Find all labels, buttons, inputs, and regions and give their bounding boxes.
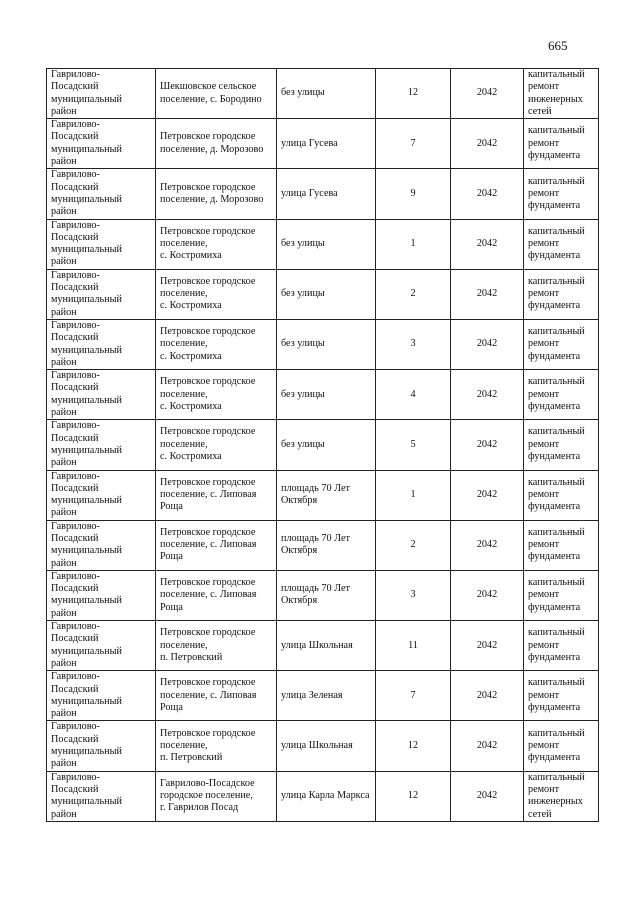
settlement-cell: [156, 621, 277, 671]
page-number: 665: [548, 38, 568, 53]
table-row: [47, 169, 599, 219]
settlement-cell: [156, 470, 277, 520]
district-cell: [47, 671, 156, 721]
street-cell: [277, 219, 376, 269]
year-cell: [451, 169, 524, 219]
year-cell: [451, 771, 524, 821]
street-cell: [277, 721, 376, 771]
table-row: [47, 119, 599, 169]
house-number-cell: [376, 119, 451, 169]
house-number-cell-text: 2: [410, 539, 416, 551]
street-cell-text: без улицы: [281, 288, 325, 300]
district-cell: [47, 319, 156, 369]
district-cell: [47, 520, 156, 570]
house-number-cell: [376, 621, 451, 671]
district-cell-text: Гаврилово- Посадский муниципальный район: [51, 219, 122, 268]
table-row: [47, 319, 599, 369]
street-cell-text: без улицы: [281, 87, 325, 99]
work-type-cell-text: капитальный ремонт фундамента: [528, 275, 585, 312]
district-cell: [47, 621, 156, 671]
street-cell: [277, 520, 376, 570]
table-row: [47, 570, 599, 620]
table-row: [47, 219, 599, 269]
year-cell: [451, 721, 524, 771]
street-cell: [277, 370, 376, 420]
settlement-cell: [156, 520, 277, 570]
street-cell-text: без улицы: [281, 238, 325, 249]
street-cell-text: площадь 70 Лет Октября: [281, 482, 350, 507]
street-cell-text: улица Карла Маркса: [281, 790, 370, 802]
settlement-cell-text: Гаврилово-Посадское городское поселение, г. Гаврилов Посад: [160, 777, 255, 814]
table-row: [47, 771, 599, 821]
year-cell-text: 2042: [476, 388, 498, 400]
house-number-cell: [376, 671, 451, 721]
district-cell-text: Гаврилово- Посадский муниципальный район: [51, 470, 122, 519]
district-cell: [47, 470, 156, 520]
settlement-cell-text: Петровское городское поселение, с. Липовая Роща: [160, 526, 257, 563]
settlement-cell-text: Петровское городское поселение, д. Морозово: [160, 181, 264, 205]
year-cell: [451, 470, 524, 520]
settlement-cell: [156, 671, 277, 721]
work-type-cell: [524, 570, 599, 620]
table-row: [47, 269, 599, 319]
year-cell: [451, 420, 524, 470]
work-type-cell: [524, 169, 599, 219]
work-type-cell-text: капитальный ремонт фундамента: [528, 677, 585, 713]
district-cell: [47, 570, 156, 620]
house-number-cell-text: 1: [410, 238, 416, 249]
settlement-cell-text: Петровское городское поселение, п. Петровский: [160, 627, 256, 663]
house-number-cell: [376, 721, 451, 771]
work-type-cell-text: капитальный ремонт фундамента: [528, 577, 585, 613]
work-type-cell-text: капитальный ремонт фундамента: [528, 526, 585, 563]
house-number-cell-text: 7: [410, 137, 416, 149]
settlement-cell-text: Петровское городское поселение, с. Липовая Роща: [160, 476, 257, 513]
settlement-cell-text: Петровское городское поселение, с. Костромиха: [160, 426, 256, 463]
work-type-cell: [524, 420, 599, 470]
settlement-cell: [156, 771, 277, 821]
work-type-cell: [524, 370, 599, 420]
district-cell: [47, 370, 156, 420]
street-cell: [277, 671, 376, 721]
house-number-cell: [376, 771, 451, 821]
settlement-cell-text: Петровское городское поселение, п. Петровский: [160, 727, 256, 764]
street-cell-text: улица Школьная: [281, 739, 353, 751]
house-number-cell-text: 12: [407, 790, 419, 802]
street-cell-text: улица Школьная: [281, 639, 353, 651]
year-cell-text: 2042: [476, 639, 498, 651]
street-cell: [277, 771, 376, 821]
settlement-cell: [156, 319, 277, 369]
table-row: [47, 721, 599, 771]
settlement-cell-text: Петровское городское поселение, с. Костромиха: [160, 376, 256, 412]
district-cell-text: Гаврилово- Посадский муниципальный район: [51, 269, 122, 318]
repair-schedule-table: [46, 68, 599, 822]
district-cell: [47, 269, 156, 319]
year-cell-text: 2042: [476, 87, 498, 99]
work-type-cell-text: капитальный ремонт фундамента: [528, 627, 585, 663]
work-type-cell-text: капитальный ремонт фундамента: [528, 225, 585, 262]
work-type-cell: [524, 470, 599, 520]
district-cell-text: Гаврилово- Посадский муниципальный район: [51, 621, 122, 669]
house-number-cell-text: 11: [408, 639, 418, 651]
work-type-cell-text: капитальный ремонт фундамента: [528, 476, 585, 513]
year-cell-text: 2042: [476, 739, 498, 751]
table-row: [47, 671, 599, 721]
settlement-cell-text: Петровское городское поселение, с. Костромиха: [160, 326, 256, 362]
work-type-cell: [524, 621, 599, 671]
street-cell-text: площадь 70 Лет Октября: [281, 583, 350, 607]
settlement-cell: [156, 269, 277, 319]
year-cell: [451, 520, 524, 570]
district-cell: [47, 69, 156, 119]
district-cell-text: Гаврилово- Посадский муниципальный район: [51, 319, 122, 368]
street-cell-text: без улицы: [281, 438, 325, 450]
street-cell-text: улица Гусева: [281, 187, 338, 199]
district-cell-text: Гаврилово- Посадский муниципальный район: [51, 721, 122, 770]
year-cell: [451, 370, 524, 420]
street-cell-text: улица Гусева: [281, 137, 338, 149]
house-number-cell-text: 7: [410, 689, 416, 701]
year-cell: [451, 269, 524, 319]
work-type-cell-text: капитальный ремонт фундамента: [528, 326, 585, 362]
work-type-cell-text: капитальный ремонт фундамента: [528, 376, 585, 412]
table-body: [47, 69, 599, 822]
district-cell: [47, 771, 156, 821]
house-number-cell-text: 9: [410, 187, 416, 199]
work-type-cell-text: капитальный ремонт фундамента: [528, 175, 585, 212]
year-cell: [451, 671, 524, 721]
settlement-cell-text: Петровское городское поселение, д. Морозово: [160, 131, 264, 155]
year-cell-text: 2042: [476, 137, 498, 149]
house-number-cell-text: 12: [407, 87, 419, 99]
street-cell: [277, 570, 376, 620]
table-row: [47, 420, 599, 470]
work-type-cell: [524, 219, 599, 269]
street-cell: [277, 119, 376, 169]
house-number-cell: [376, 169, 451, 219]
year-cell: [451, 570, 524, 620]
district-cell: [47, 219, 156, 269]
year-cell-text: 2042: [476, 338, 498, 350]
house-number-cell-text: 5: [410, 438, 416, 450]
house-number-cell-text: 12: [407, 739, 419, 751]
district-cell-text: Гаврилово- Посадский муниципальный район: [51, 420, 122, 469]
house-number-cell: [376, 370, 451, 420]
year-cell: [451, 119, 524, 169]
year-cell: [451, 319, 524, 369]
table-row: [47, 470, 599, 520]
work-type-cell: [524, 520, 599, 570]
district-cell-text: Гаврилово- Посадский муниципальный район: [51, 671, 122, 720]
year-cell-text: 2042: [476, 790, 498, 802]
settlement-cell: [156, 721, 277, 771]
settlement-cell: [156, 219, 277, 269]
work-type-cell: [524, 721, 599, 771]
street-cell: [277, 69, 376, 119]
table-row: [47, 621, 599, 671]
house-number-cell: [376, 520, 451, 570]
year-cell-text: 2042: [476, 589, 498, 601]
work-type-cell-text: капитальный ремонт фундамента: [528, 426, 585, 463]
settlement-cell-text: Шекшовское сельское поселение, с. Бородино: [160, 81, 262, 105]
year-cell: [451, 69, 524, 119]
district-cell-text: Гаврилово- Посадский муниципальный район: [51, 520, 122, 569]
house-number-cell: [376, 69, 451, 119]
year-cell-text: 2042: [476, 539, 498, 551]
house-number-cell-text: 1: [410, 488, 416, 500]
year-cell-text: 2042: [476, 187, 498, 199]
house-number-cell-text: 4: [410, 388, 416, 400]
year-cell: [451, 219, 524, 269]
street-cell: [277, 420, 376, 470]
district-cell-text: Гаврилово- Посадский муниципальный район: [51, 370, 122, 419]
district-cell-text: Гаврилово- Посадский муниципальный район: [51, 69, 122, 117]
house-number-cell: [376, 420, 451, 470]
settlement-cell: [156, 69, 277, 119]
settlement-cell: [156, 420, 277, 470]
settlement-cell: [156, 119, 277, 169]
year-cell-text: 2042: [476, 238, 498, 249]
work-type-cell: [524, 319, 599, 369]
year-cell: [451, 621, 524, 671]
settlement-cell: [156, 370, 277, 420]
district-cell: [47, 721, 156, 771]
street-cell: [277, 319, 376, 369]
district-cell-text: Гаврилово- Посадский муниципальный район: [51, 119, 122, 168]
street-cell-text: без улицы: [281, 338, 325, 350]
district-cell: [47, 420, 156, 470]
work-type-cell: [524, 69, 599, 119]
settlement-cell-text: Петровское городское поселение, с. Костромиха: [160, 225, 256, 262]
work-type-cell: [524, 269, 599, 319]
house-number-cell-text: 2: [410, 288, 416, 300]
house-number-cell: [376, 219, 451, 269]
house-number-cell: [376, 319, 451, 369]
work-type-cell: [524, 671, 599, 721]
work-type-cell-text: капитальный ремонт инженерных сетей: [528, 69, 585, 117]
work-type-cell: [524, 771, 599, 821]
year-cell-text: 2042: [476, 438, 498, 450]
settlement-cell: [156, 570, 277, 620]
year-cell-text: 2042: [476, 689, 498, 701]
street-cell: [277, 169, 376, 219]
house-number-cell: [376, 269, 451, 319]
street-cell-text: площадь 70 Лет Октября: [281, 532, 350, 557]
district-cell-text: Гаврилово- Посадский муниципальный район: [51, 169, 122, 218]
house-number-cell-text: 3: [410, 589, 416, 601]
street-cell: [277, 269, 376, 319]
district-cell-text: Гаврилово- Посадский муниципальный район: [51, 771, 122, 820]
table-row: [47, 370, 599, 420]
year-cell-text: 2042: [476, 488, 498, 500]
district-cell: [47, 119, 156, 169]
settlement-cell-text: Петровское городское поселение, с. Липовая Роща: [160, 577, 257, 613]
table-row: [47, 520, 599, 570]
district-cell: [47, 169, 156, 219]
table-row: [47, 69, 599, 119]
street-cell-text: улица Зеленая: [281, 689, 343, 701]
year-cell-text: 2042: [476, 288, 498, 300]
street-cell-text: без улицы: [281, 388, 325, 400]
work-type-cell-text: капитальный ремонт инженерных сетей: [528, 771, 585, 820]
work-type-cell: [524, 119, 599, 169]
work-type-cell-text: капитальный ремонт фундамента: [528, 125, 585, 161]
settlement-cell: [156, 169, 277, 219]
house-number-cell: [376, 470, 451, 520]
house-number-cell-text: 3: [410, 338, 416, 350]
settlement-cell-text: Петровское городское поселение, с. Костромиха: [160, 275, 256, 312]
work-type-cell-text: капитальный ремонт фундамента: [528, 727, 585, 764]
settlement-cell-text: Петровское городское поселение, с. Липовая Роща: [160, 677, 257, 713]
street-cell: [277, 621, 376, 671]
house-number-cell: [376, 570, 451, 620]
street-cell: [277, 470, 376, 520]
district-cell-text: Гаврилово- Посадский муниципальный район: [51, 570, 122, 619]
